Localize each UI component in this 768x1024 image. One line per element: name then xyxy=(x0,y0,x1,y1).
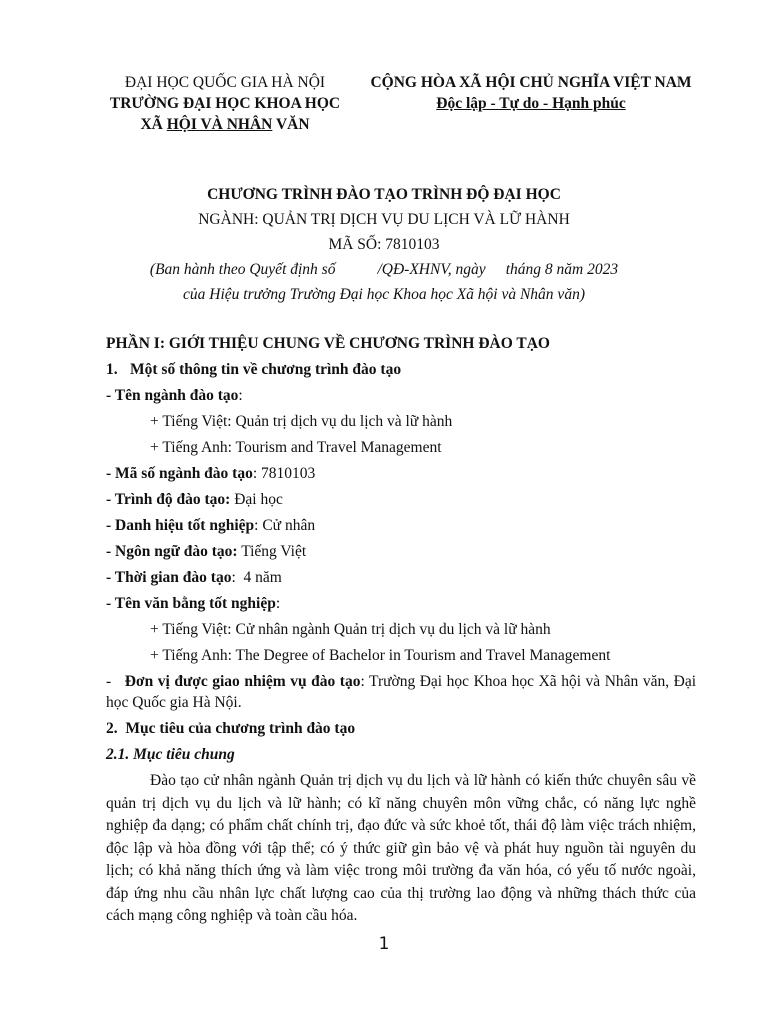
item-value: : Cử nhân xyxy=(254,517,316,534)
program-title: CHƯƠNG TRÌNH ĐÀO TẠO TRÌNH ĐỘ ĐẠI HỌC xyxy=(207,186,561,203)
page-number: 1 xyxy=(378,934,390,954)
general-objective-paragraph: Đào tạo cử nhân ngành Quản trị dịch vụ du lịch và lữ hành có kiến thức chuyên sâu về quản trị dịch vụ du lịch và lữ hành; có kĩ năng chuyên môn vững chắc, có năng lực nghề nghiệp đa dạng; có phẩm chất chính trị, đạo đức và sức khoẻ tốt, thái độ làm việc trách nhiệm, độc lập và hòa đồng với tập thể; có ý thức giữ gìn bảo vệ và phát huy nguồn tài nguyên du lịch; có khả năng thích ứng và làm việc trong môi trường đa văn hóa, có yếu tố nước ngoài, đáp ứng nhu cầu nhân lực chất lượng cao của thị trường lao động và những thách thức của cách mạng công nghiệp và toàn cầu hóa. xyxy=(106,772,696,924)
major-name-en: + Tiếng Anh: Tourism and Travel Management xyxy=(150,439,442,456)
item-duration xyxy=(106,565,696,591)
item-training-unit xyxy=(106,671,696,713)
decree-part-c: tháng 8 năm 2023 xyxy=(505,261,619,278)
national-title: CỘNG HÒA XÃ HỘI CHỦ NGHĨA VIỆT NAM xyxy=(370,74,692,91)
item-value: : xyxy=(238,387,243,404)
decree-part-a: (Ban hành theo Quyết định số xyxy=(149,261,336,278)
item-value: : Trường Đại học Khoa học Xã hội và Nhân văn, Đại học Quốc gia Hà Nội. xyxy=(106,673,697,711)
section2-title: Mục tiêu của chương trình đào tạo xyxy=(125,720,356,737)
major-name-vi: + Tiếng Việt: Quản trị dịch vụ du lịch và lữ hành xyxy=(150,413,453,430)
faculty-name-line1: TRƯỜNG ĐẠI HỌC KHOA HỌC xyxy=(109,95,341,112)
item-diploma xyxy=(106,591,696,617)
faculty-name-line2 xyxy=(94,114,356,135)
section1-number: 1. xyxy=(106,361,118,378)
section2-heading xyxy=(106,716,696,742)
section1-title: Một số thông tin về chương trình đào tạo xyxy=(130,361,402,378)
item-major-code xyxy=(106,461,696,487)
faculty-name-part-c: VĂN xyxy=(272,116,310,133)
item-value: : 4 năm xyxy=(231,569,282,586)
major-code: MÃ SỐ: 7810103 xyxy=(328,236,440,253)
item-degree-title xyxy=(106,513,696,539)
item-language xyxy=(106,539,696,565)
decree-line-1 xyxy=(0,257,768,282)
national-motto: Độc lập - Tự do - Hạnh phúc xyxy=(436,95,626,112)
part1-title: PHẦN I: GIỚI THIỆU CHUNG VỀ CHƯƠNG TRÌNH ĐÀO TẠO xyxy=(106,335,550,352)
item-label: - Tên văn bằng tốt nghiệp xyxy=(106,595,276,612)
section21-heading: 2.1. Mục tiêu chung xyxy=(106,746,235,763)
item-label: - Mã số ngành đào tạo xyxy=(106,465,253,482)
diploma-vi: + Tiếng Việt: Cử nhân ngành Quản trị dịch vụ du lịch và lữ hành xyxy=(150,621,551,638)
item-value: : 7810103 xyxy=(252,465,316,482)
faculty-name-part-a: XÃ xyxy=(140,116,167,133)
decree-part-b: /QĐ-XHNV, ngày xyxy=(377,261,486,278)
document-body xyxy=(106,331,696,928)
university-header xyxy=(94,72,356,135)
item-label: - Tên ngành đào tạo xyxy=(106,387,239,404)
item-value: Đại học xyxy=(230,491,283,508)
decree-line-2: của Hiệu trưởng Trường Đại học Khoa học Xã hội và Nhân văn) xyxy=(183,286,585,303)
item-label: Đơn vị được giao nhiệm vụ đào tạo xyxy=(124,673,361,690)
item-label: - Trình độ đào tạo: xyxy=(106,491,231,508)
item-label: - Danh hiệu tốt nghiệp xyxy=(106,517,255,534)
section2-number: 2. xyxy=(106,720,118,737)
section1-heading xyxy=(106,357,696,383)
item-major-name xyxy=(106,383,696,409)
item-dash: - xyxy=(106,673,112,690)
item-label: - Ngôn ngữ đào tạo: xyxy=(106,543,238,560)
item-level xyxy=(106,487,696,513)
faculty-name-part-b: HỘI VÀ NHÂN xyxy=(166,116,273,133)
item-label: - Thời gian đào tạo xyxy=(106,569,232,586)
university-name: ĐẠI HỌC QUỐC GIA HÀ NỘI xyxy=(124,74,326,91)
item-value: Tiếng Việt xyxy=(237,543,307,560)
program-titles xyxy=(0,182,768,307)
national-header xyxy=(352,72,710,114)
major-title: NGÀNH: QUẢN TRỊ DỊCH VỤ DU LỊCH VÀ LỮ HÀNH xyxy=(198,211,570,228)
diploma-en: + Tiếng Anh: The Degree of Bachelor in Tourism and Travel Management xyxy=(150,647,611,664)
item-value: : xyxy=(275,595,281,612)
